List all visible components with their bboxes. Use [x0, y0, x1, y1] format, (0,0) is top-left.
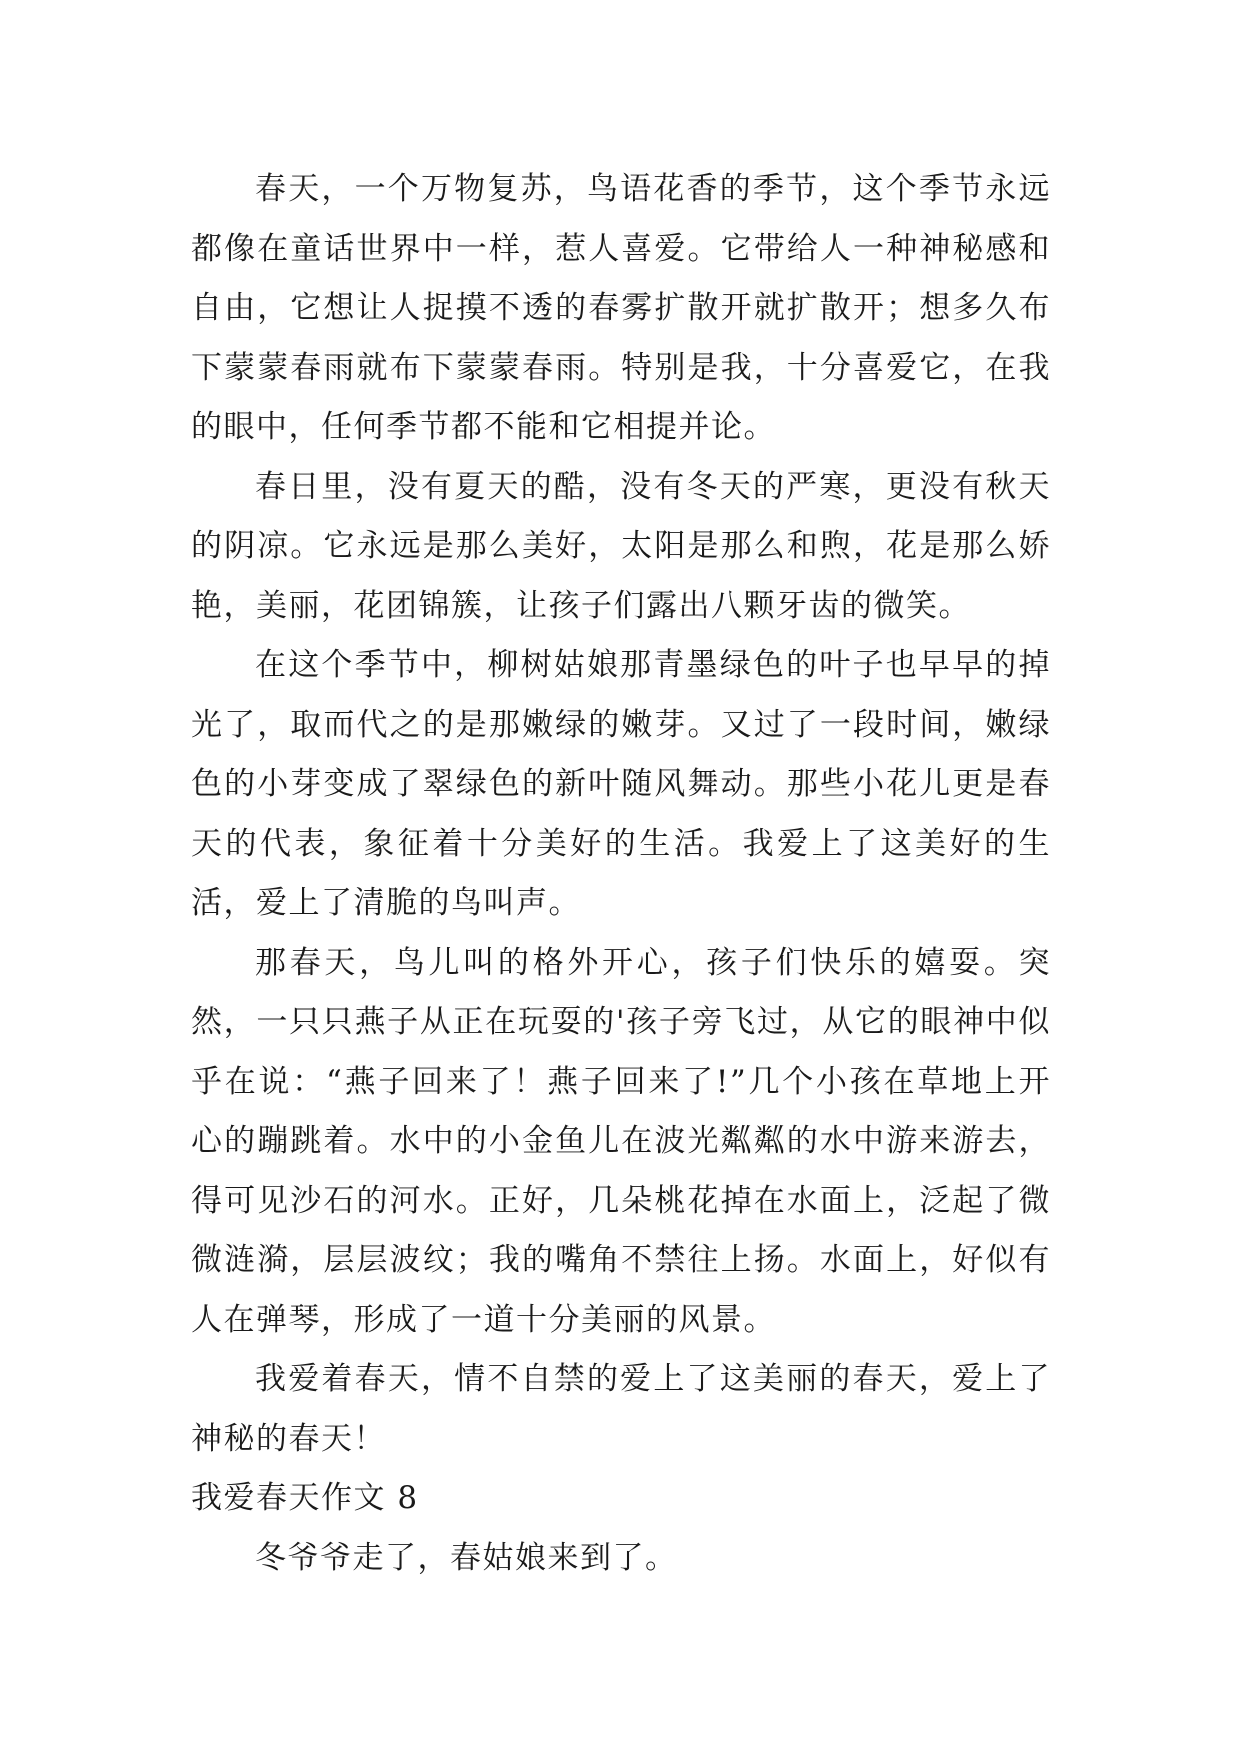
- paragraph-4: 那春天，鸟儿叫的格外开心，孩子们快乐的嬉耍。突然，一只只燕子从正在玩耍的'孩子旁飞过，从它的眼神中似乎在说：“燕子回来了！燕子回来了!”几个小孩在草地上开心的蹦跳着。水中的小金鱼儿在波光粼粼的水中游来游去，得可见沙石的河水。正好，几朵桃花掉在水面上，泛起了微微涟漪，层层波纹；我的嘴角不禁往上扬。水面上，好似有人在弹琴，形成了一道十分美丽的风景。: [191, 944, 1051, 1338]
- paragraph-6: 冬爷爷走了，春姑娘来到了。: [255, 1539, 678, 1576]
- paragraph-3: 在这个季节中，柳树姑娘那青墨绿色的叶子也早早的掉光了，取而代之的是那嫩绿的嫩芽。又过了一段时间，嫩绿色的小芽变成了翠绿色的新叶随风舞动。那些小花儿更是春天的代表，象征着十分美好的生活。我爱上了这美好的生活，爱上了清脆的鸟叫声。: [191, 647, 1051, 921]
- document-page: [191, 160, 1051, 1588]
- paragraph-5: 我爱着春天，情不自禁的爱上了这美丽的春天，爱上了神秘的春天！: [191, 1361, 1051, 1457]
- section-heading: 我爱春天作文 8: [191, 1480, 419, 1516]
- paragraph-1: 春天，一个万物复苏，鸟语花香的季节，这个季节永远都像在童话世界中一样，惹人喜爱。它带给人一种神秘感和自由，它想让人捉摸不透的春雾扩散开就扩散开；想多久布下蒙蒙春雨就布下蒙蒙春雨。特别是我，十分喜爱它，在我的眼中，任何季节都不能和它相提并论。: [191, 171, 1051, 445]
- paragraph-2: 春日里，没有夏天的酷，没有冬天的严寒，更没有秋天的阴凉。它永远是那么美好，太阳是那么和煦，花是那么娇艳，美丽，花团锦簇，让孩子们露出八颗牙齿的微笑。: [191, 468, 1051, 624]
